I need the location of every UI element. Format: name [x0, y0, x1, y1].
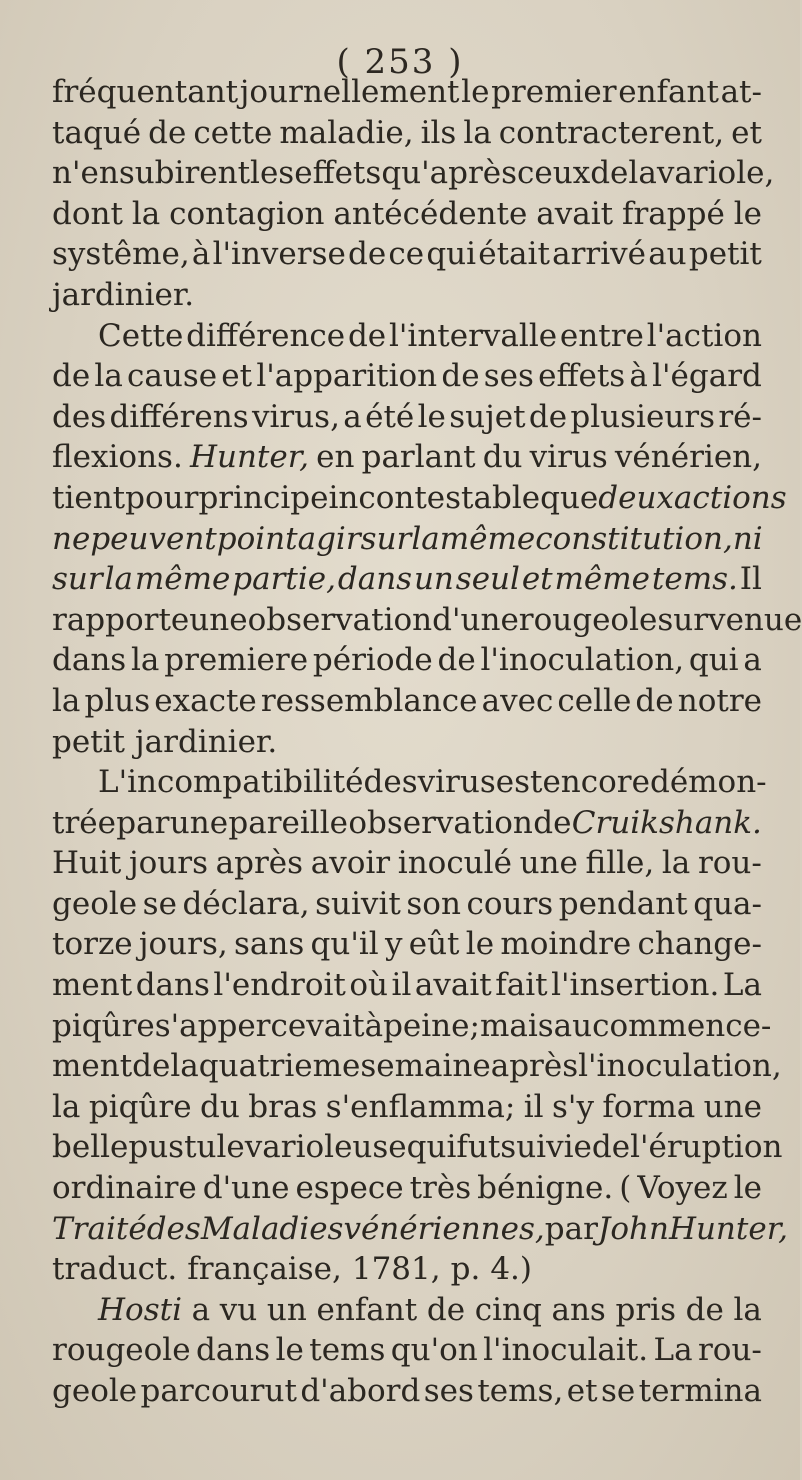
word: la [170, 1048, 199, 1085]
word: ment [52, 1048, 133, 1085]
word: avec [481, 682, 554, 719]
word: exacte [154, 682, 257, 719]
word: à [629, 358, 648, 395]
word: rougeole [52, 1332, 191, 1369]
word: Il [739, 561, 762, 598]
word: qu'il [310, 926, 379, 963]
word: et [521, 561, 553, 598]
word: fut [456, 1129, 501, 1166]
word: la [52, 682, 81, 719]
word: l'inoculait. [483, 1332, 649, 1369]
word: variole, [656, 155, 775, 192]
text-line [52, 1046, 782, 1087]
word: ce [388, 236, 425, 273]
word: inoculé [397, 845, 512, 882]
word: d'abord [300, 1373, 421, 1409]
word: le [461, 74, 490, 110]
word: les [250, 155, 295, 192]
word: jours [129, 845, 208, 882]
word: rapporte [52, 601, 190, 638]
text-line [52, 72, 762, 113]
word: au [553, 1007, 593, 1044]
word: peuvent [90, 520, 217, 557]
word: cette [193, 114, 273, 151]
word: ils [420, 114, 457, 151]
word: a [343, 398, 362, 435]
word: petit [52, 723, 126, 760]
word: Voyez [637, 1170, 728, 1207]
text-line [52, 275, 762, 316]
word: du [482, 439, 523, 476]
word: de [52, 358, 91, 395]
word: John [597, 1210, 669, 1247]
word: l'éruption [630, 1129, 783, 1166]
word: de [426, 1291, 466, 1328]
word: flexions. [52, 439, 183, 476]
word: avait [414, 967, 492, 1004]
word: française, [187, 1251, 342, 1288]
word: est [495, 764, 543, 801]
word: cause [127, 358, 218, 395]
word: avoir [310, 845, 391, 882]
word: de [347, 317, 387, 354]
word: du [199, 1088, 240, 1125]
word: constitution, [535, 520, 733, 557]
text-line [52, 1127, 783, 1168]
text-line [52, 722, 762, 763]
word: 1781, [351, 1251, 441, 1288]
word: au [648, 236, 687, 273]
text-line [52, 1006, 772, 1047]
word: vénériennes, [343, 1210, 545, 1247]
word: suivit [315, 885, 401, 922]
word: premier [491, 74, 617, 110]
word: de [685, 1291, 724, 1328]
word: même [554, 561, 651, 598]
word: le [417, 398, 446, 435]
word: plusieurs [570, 398, 716, 435]
word: agir [297, 520, 361, 557]
word: pris [615, 1291, 676, 1328]
word: parcourut [140, 1373, 297, 1409]
word: geole [52, 1373, 138, 1409]
word: une [703, 1088, 762, 1125]
word: vénérien, [614, 439, 762, 476]
word: à [364, 1007, 384, 1044]
word: s'enflamma; [325, 1088, 516, 1125]
word: taqué [52, 114, 142, 151]
word: après [215, 845, 304, 882]
word: différence [186, 317, 346, 354]
word: par [116, 804, 170, 841]
word: la [411, 520, 440, 557]
word: de [533, 804, 572, 841]
word: Cette [98, 317, 184, 354]
word: eût [408, 926, 460, 963]
word: pustule [128, 1129, 245, 1166]
word: Huit [52, 845, 122, 882]
word: fille, [585, 845, 655, 882]
word: jardinier. [135, 723, 278, 760]
word: quatrieme [198, 1048, 361, 1085]
word: s'appercevait [154, 1007, 365, 1044]
word: change- [637, 926, 762, 963]
word: s'y [552, 1088, 594, 1125]
word: tems [309, 1332, 386, 1369]
word: après [490, 1048, 579, 1085]
word: le [733, 1170, 762, 1207]
word: survenue [657, 601, 802, 638]
word: L'incompatibilité [98, 764, 364, 801]
word: at- [720, 74, 762, 110]
word: et [731, 114, 762, 151]
word: systême, [52, 236, 190, 273]
text-line [52, 356, 762, 397]
word: de [148, 114, 187, 151]
word: ressemblance [260, 682, 478, 719]
word: observation [348, 804, 533, 841]
word: rou- [697, 845, 762, 882]
word: dans [195, 1332, 271, 1369]
word: plus [84, 682, 151, 719]
word: de [437, 642, 476, 679]
text-line [52, 113, 762, 154]
word: ment [52, 967, 133, 1004]
word: de [441, 358, 480, 395]
word: de [591, 1129, 631, 1166]
word: et [221, 358, 253, 395]
word: cinq [474, 1291, 542, 1328]
word: Cruikshank. [571, 804, 762, 841]
word: rou- [697, 1332, 762, 1369]
text-line [52, 803, 762, 844]
word: celle [557, 682, 632, 719]
word: déclara, [182, 885, 310, 922]
text-line [52, 1249, 762, 1290]
word: avait [536, 195, 614, 232]
word: par [544, 1210, 598, 1247]
word: se [142, 885, 177, 922]
word: a [191, 1291, 211, 1328]
text-line [52, 965, 762, 1006]
word: cours [466, 885, 554, 922]
word: démon- [649, 764, 767, 801]
word: termina [638, 1373, 762, 1409]
word: Maladies [200, 1210, 344, 1247]
word: maladie, [279, 114, 414, 151]
word: observation [247, 601, 433, 638]
word: des [52, 398, 107, 435]
word: n'en [52, 155, 119, 192]
word: la [131, 642, 160, 679]
word: de [348, 236, 387, 273]
word: subirent [118, 155, 251, 192]
word: frappé [621, 195, 725, 232]
text-line [52, 316, 762, 357]
word: le [733, 195, 762, 232]
word: ans [551, 1291, 606, 1328]
word: de [132, 1048, 171, 1085]
word: l'inoculation, [480, 642, 685, 679]
text-line [52, 1209, 788, 1250]
word: ceux [517, 155, 591, 192]
word: la [131, 195, 161, 232]
word: espece [295, 1170, 404, 1207]
text-line [52, 234, 762, 275]
word: qu'après [381, 155, 518, 192]
word: belle [52, 1129, 129, 1166]
word: virus [529, 439, 608, 476]
word: la [661, 845, 691, 882]
word: différens [109, 398, 249, 435]
word: dans [135, 967, 210, 1004]
word: de [590, 155, 629, 192]
word: un [266, 1291, 307, 1328]
word: journellement [239, 74, 460, 110]
word: ses [423, 1373, 474, 1409]
word: contracterent, [498, 114, 725, 151]
word: le [275, 1332, 304, 1369]
word: à [191, 236, 211, 273]
word: la [733, 1291, 762, 1328]
word: tems, [477, 1373, 564, 1409]
word: bras [248, 1088, 318, 1125]
word: ses [483, 358, 534, 395]
word: suivie [500, 1129, 592, 1166]
text-line [52, 924, 762, 965]
word: mais [479, 1007, 554, 1044]
text-line [52, 437, 762, 478]
page-number: ( 253 ) [336, 42, 464, 82]
word: la [52, 1088, 81, 1125]
word: notre [677, 682, 762, 719]
word: actions [673, 479, 787, 516]
word: incontestable [328, 479, 541, 516]
word: moindre [500, 926, 632, 963]
word: un [413, 561, 454, 598]
word: Hunter, [189, 439, 309, 476]
word: fait [495, 967, 548, 1004]
word: Traité [52, 1210, 147, 1247]
word: été [365, 398, 415, 435]
word: petit [688, 236, 762, 273]
word: y [384, 926, 403, 963]
word: tems. [651, 561, 738, 598]
word: l'égard [652, 358, 762, 395]
word: seul [455, 561, 520, 598]
text-line [52, 1371, 762, 1412]
word: virus [417, 764, 496, 801]
text-line [52, 153, 775, 194]
word: jours, [138, 926, 228, 963]
word: pareille [228, 804, 348, 841]
word: l'inverse [212, 236, 346, 273]
text-line [52, 1087, 762, 1128]
text-line [52, 600, 802, 641]
word: l'endroit [213, 967, 346, 1004]
word: il [391, 967, 412, 1004]
text-line [52, 843, 762, 884]
word: peine; [383, 1007, 480, 1044]
word: que [540, 479, 599, 516]
text-line [52, 194, 762, 235]
text-line [52, 1168, 762, 1209]
text-line [52, 681, 762, 722]
word: La [722, 967, 762, 1004]
word: l'inoculation, [578, 1048, 782, 1085]
word: La [653, 1332, 693, 1369]
word: pour [125, 479, 199, 516]
word: qui [688, 642, 739, 679]
word: une [169, 804, 229, 841]
word: antécédente [333, 195, 528, 232]
word: sans [233, 926, 305, 963]
word: deux [598, 479, 674, 516]
text-line [52, 762, 767, 803]
word: la [104, 561, 133, 598]
word: contagion [169, 195, 325, 232]
word: le [465, 926, 495, 963]
word: même [134, 561, 231, 598]
word: 4.) [490, 1251, 532, 1288]
word: varioleuse [244, 1129, 407, 1166]
word: ne [52, 520, 91, 557]
word: Hunter, [668, 1210, 788, 1247]
word: vu [219, 1291, 258, 1328]
word: bénigne. [477, 1170, 614, 1207]
word: enfant [618, 74, 719, 110]
word: p. [450, 1251, 481, 1288]
word: parlant [361, 439, 476, 476]
word: fréquentant [52, 74, 239, 110]
text-line [52, 478, 787, 519]
word: arrivé [552, 236, 647, 273]
word: dans [52, 642, 127, 679]
word: son [406, 885, 461, 922]
word: très [409, 1170, 472, 1207]
word: des [146, 1210, 201, 1247]
word: en [316, 439, 355, 476]
word: sujet [449, 398, 526, 435]
body-text [52, 72, 802, 1412]
word: une [189, 601, 248, 638]
word: principe [198, 479, 329, 516]
word: la [628, 155, 657, 192]
word: était [478, 236, 550, 273]
word: premiere [164, 642, 309, 679]
word: piqûre [52, 1007, 155, 1044]
word: qua- [693, 885, 762, 922]
word: a [743, 642, 762, 679]
word: la [463, 114, 492, 151]
word: piqûre [88, 1088, 192, 1125]
word: Hosti [98, 1291, 182, 1328]
word: même [439, 520, 536, 557]
word: partie, [232, 561, 336, 598]
text-line [52, 884, 762, 925]
word: tient [52, 479, 126, 516]
word: de [528, 398, 568, 435]
word: dans [337, 561, 413, 598]
word: ( [619, 1170, 632, 1207]
word: encore [542, 764, 650, 801]
word: sur [52, 561, 103, 598]
word: trée [52, 804, 116, 841]
word: d'une [202, 1170, 290, 1207]
word: point [216, 520, 298, 557]
word: où [349, 967, 389, 1004]
word: dont [52, 195, 123, 232]
word: rougeole [518, 601, 658, 638]
word: l'action [646, 317, 762, 354]
word: ré- [718, 398, 762, 435]
word: une [519, 845, 578, 882]
word: sur [360, 520, 412, 557]
word: jardinier. [52, 276, 195, 313]
word: ni [732, 520, 763, 557]
text-line [52, 559, 762, 600]
text-line [52, 397, 762, 438]
text-line [52, 640, 762, 681]
word: d'une [432, 601, 519, 638]
word: qui [426, 236, 477, 273]
word: des [363, 764, 418, 801]
word: effets [538, 358, 626, 395]
text-line [52, 1330, 762, 1371]
word: la [94, 358, 123, 395]
text-line [52, 1290, 762, 1331]
word: se [600, 1373, 636, 1409]
word: l'intervalle [388, 317, 558, 354]
word: commence- [592, 1007, 772, 1044]
word: forma [602, 1088, 696, 1125]
word: qui [406, 1129, 457, 1166]
word: l'apparition [256, 358, 438, 395]
word: l'insertion. [551, 967, 720, 1004]
word: virus, [251, 398, 340, 435]
word: il [523, 1088, 544, 1125]
word: entre [559, 317, 644, 354]
word: pendant [558, 885, 688, 922]
word: ordinaire [52, 1170, 197, 1207]
word: de [635, 682, 674, 719]
word: geole [52, 885, 138, 922]
word: période [312, 642, 433, 679]
word: torze [52, 926, 133, 963]
word: traduct. [52, 1251, 178, 1288]
word: et [566, 1373, 598, 1409]
word: semaine [360, 1048, 491, 1085]
word: effets [294, 155, 382, 192]
word: qu'on [390, 1332, 478, 1369]
word: enfant [316, 1291, 418, 1328]
text-line [52, 519, 762, 560]
